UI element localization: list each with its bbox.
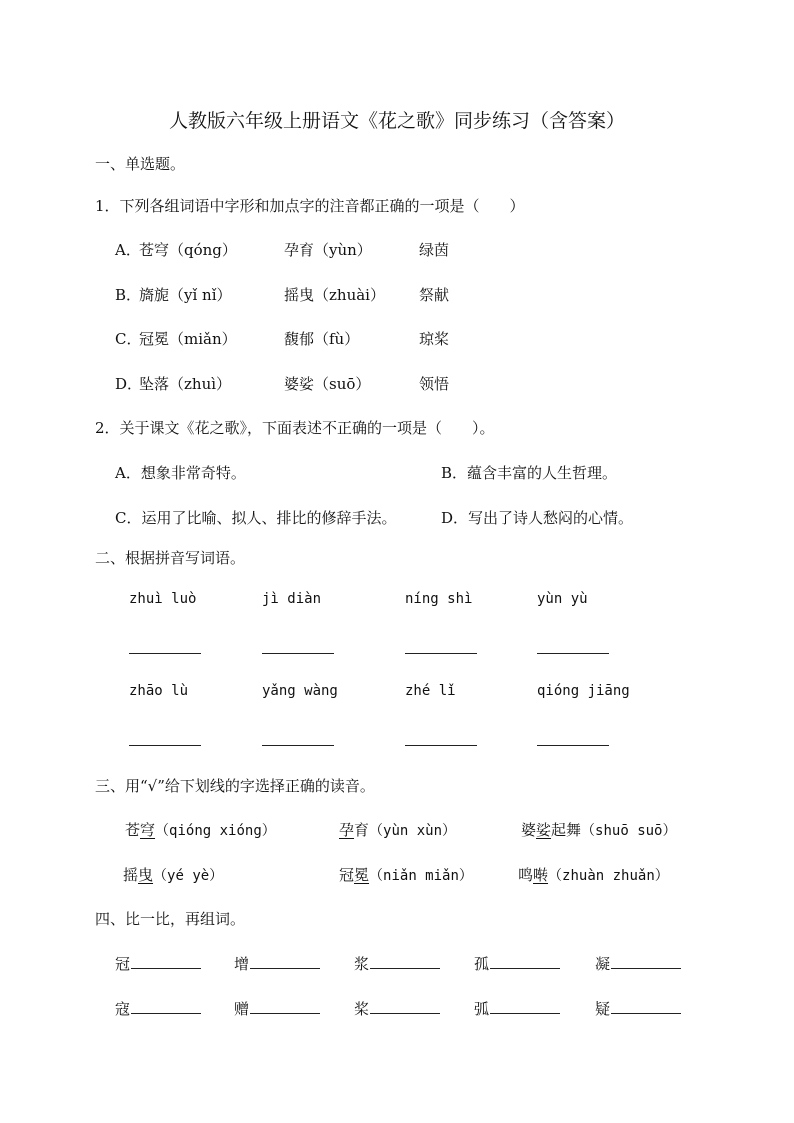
word-blank[interactable] <box>370 999 440 1014</box>
option-label: B． <box>115 286 142 304</box>
q2-option-d: D．写出了诗人愁闷的心情。 <box>441 509 634 527</box>
option-label: C． <box>115 330 142 348</box>
q1-stem: 1．下列各组词语中字形和加点字的注音都正确的一项是（ ） <box>95 197 525 215</box>
word-blank[interactable] <box>490 999 560 1014</box>
compare-item[interactable] <box>115 998 201 1019</box>
reading-item[interactable] <box>123 864 223 885</box>
word-blank[interactable] <box>131 954 201 969</box>
option-word-2: 摇曳（zhuài） <box>284 286 385 304</box>
answer-blank[interactable] <box>129 653 201 654</box>
word-blank[interactable] <box>250 999 320 1014</box>
pinyin-prompt: zhé lǐ <box>405 683 456 699</box>
compare-item[interactable] <box>115 953 201 974</box>
option-label: D． <box>115 375 143 393</box>
q2-option-a: A．想象非常奇特。 <box>115 464 246 482</box>
word-blank[interactable] <box>131 999 201 1014</box>
reading-item[interactable] <box>339 864 473 885</box>
q2-option-b: B．蕴含丰富的人生哲理。 <box>441 464 618 482</box>
option-word-3: 领悟 <box>419 375 450 393</box>
answer-blank[interactable] <box>129 745 201 746</box>
compare-char: 寇 <box>115 1000 131 1018</box>
reading-item[interactable] <box>125 819 276 840</box>
underlined-char: 曳 <box>138 866 154 884</box>
char: 冠 <box>339 866 355 884</box>
compare-item[interactable] <box>354 998 440 1019</box>
pinyin-choices[interactable]: （shuō suō） <box>581 823 677 839</box>
option-word-1: 旖旎（yǐ nǐ） <box>139 286 232 304</box>
q2-stem: 2．关于课文《花之歌》，下面表述不正确的一项是（ ）。 <box>95 419 495 437</box>
pinyin-choices[interactable]: （niǎn miǎn） <box>369 868 473 884</box>
reading-item[interactable] <box>518 864 669 885</box>
char: 苍 <box>125 821 141 839</box>
option-label: A． <box>115 241 141 259</box>
reading-item[interactable] <box>339 819 456 840</box>
compare-item[interactable] <box>354 953 440 974</box>
compare-char: 赠 <box>234 1000 250 1018</box>
compare-item[interactable] <box>234 953 320 974</box>
option-word-1: 冠冕（miǎn） <box>139 330 237 348</box>
section2-heading: 二、根据拼音写词语。 <box>95 549 246 567</box>
option-word-2: 馥郁（fù） <box>284 330 360 348</box>
answer-blank[interactable] <box>537 653 609 654</box>
page-title: 人教版六年级上册语文《花之歌》同步练习（含答案） <box>168 110 625 132</box>
section3-heading: 三、用“√”给下划线的字选择正确的读音。 <box>95 777 375 795</box>
compare-char: 弧 <box>474 1000 490 1018</box>
pinyin-choices[interactable]: （qióng xióng） <box>155 823 276 839</box>
pinyin-prompt: níng shì <box>405 591 473 607</box>
compare-char: 凝 <box>595 955 611 973</box>
underlined-char: 啭 <box>533 866 549 884</box>
option-word-3: 祭献 <box>419 286 450 304</box>
pinyin-prompt: qióng jiāng <box>537 683 630 699</box>
pinyin-prompt: yǎng wàng <box>262 683 338 699</box>
pinyin-prompt: jì diàn <box>262 591 322 607</box>
word-blank[interactable] <box>611 954 681 969</box>
option-word-3: 琼桨 <box>419 330 450 348</box>
char: 鸣 <box>518 866 534 884</box>
section4-heading: 四、比一比，再组词。 <box>95 910 246 928</box>
option-word-3: 绿茵 <box>419 241 450 259</box>
char: 摇 <box>123 866 139 884</box>
char: 育 <box>354 821 370 839</box>
word-blank[interactable] <box>370 954 440 969</box>
pinyin-choices[interactable]: （yé yè） <box>153 868 224 884</box>
word-blank[interactable] <box>490 954 560 969</box>
compare-char: 增 <box>234 955 250 973</box>
pinyin-choices[interactable]: （zhuàn zhuǎn） <box>548 868 669 884</box>
answer-blank[interactable] <box>405 745 477 746</box>
word-blank[interactable] <box>611 999 681 1014</box>
char: 婆 <box>521 821 537 839</box>
compare-char: 孤 <box>474 955 490 973</box>
compare-item[interactable] <box>474 998 560 1019</box>
compare-char: 浆 <box>354 955 370 973</box>
section1-heading: 一、单选题。 <box>95 155 186 173</box>
option-word-1: 苍穹（qóng） <box>139 241 237 259</box>
option-word-2: 孕育（yùn） <box>284 241 372 259</box>
compare-item[interactable] <box>595 953 681 974</box>
underlined-char: 穹 <box>140 821 156 839</box>
answer-blank[interactable] <box>405 653 477 654</box>
pinyin-choices[interactable]: （yùn xùn） <box>369 823 457 839</box>
compare-item[interactable] <box>595 998 681 1019</box>
q2-option-c: C．运用了比喻、拟人、排比的修辞手法。 <box>115 509 397 527</box>
underlined-char: 冕 <box>354 866 370 884</box>
option-word-2: 婆娑（suō） <box>284 375 371 393</box>
underlined-char: 娑 <box>536 821 552 839</box>
answer-blank[interactable] <box>262 745 334 746</box>
pinyin-prompt: yùn yù <box>537 591 588 607</box>
compare-char: 冠 <box>115 955 131 973</box>
word-blank[interactable] <box>250 954 320 969</box>
pinyin-prompt: zhāo lù <box>129 683 189 699</box>
compare-char: 疑 <box>595 1000 611 1018</box>
answer-blank[interactable] <box>262 653 334 654</box>
answer-blank[interactable] <box>537 745 609 746</box>
compare-item[interactable] <box>474 953 560 974</box>
char: 起舞 <box>551 821 582 839</box>
pinyin-prompt: zhuì luò <box>129 591 197 607</box>
reading-item[interactable] <box>521 819 676 840</box>
underlined-char: 孕 <box>339 821 355 839</box>
compare-item[interactable] <box>234 998 320 1019</box>
compare-char: 桨 <box>354 1000 370 1018</box>
option-word-1: 坠落（zhuì） <box>139 375 232 393</box>
